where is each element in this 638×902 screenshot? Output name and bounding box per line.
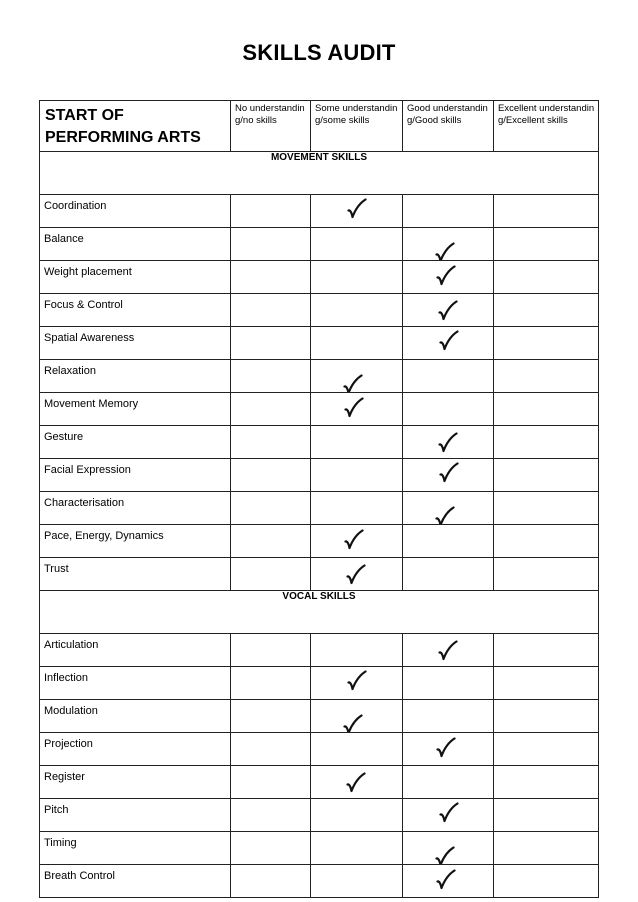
table-row [40, 525, 599, 558]
rating-cell [231, 832, 311, 865]
checkmark-icon [343, 714, 363, 733]
skill-name: Pitch [40, 799, 231, 832]
table-row [40, 766, 599, 799]
rating-cell [231, 459, 311, 492]
rating-cell [231, 492, 311, 525]
level-heading-excellent: Excellent understanding/Excellent skills [494, 101, 599, 152]
rating-cell [494, 261, 599, 294]
rating-cell [494, 634, 599, 667]
rating-cell [231, 799, 311, 832]
skill-name: Register [40, 766, 231, 799]
rating-cell [403, 492, 494, 525]
rating-cell [311, 393, 403, 426]
table-row [40, 393, 599, 426]
rating-cell [311, 558, 403, 591]
table-row [40, 832, 599, 865]
rating-cell [494, 294, 599, 327]
skill-name: Projection [40, 733, 231, 766]
checkmark-icon [344, 529, 364, 551]
skill-name: Breath Control [40, 865, 231, 898]
skill-name: Pace, Energy, Dynamics [40, 525, 231, 558]
rating-cell [403, 294, 494, 327]
checkmark-icon [347, 198, 367, 220]
rating-cell [403, 525, 494, 558]
rating-cell [311, 525, 403, 558]
rating-cell [403, 766, 494, 799]
table-row [40, 426, 599, 459]
table-row [40, 667, 599, 700]
rating-cell [494, 393, 599, 426]
rating-cell [231, 525, 311, 558]
rating-cell [231, 261, 311, 294]
rating-cell [494, 832, 599, 865]
checkmark-icon [346, 564, 366, 586]
rating-cell [494, 327, 599, 360]
skill-name: Movement Memory [40, 393, 231, 426]
rating-cell [403, 832, 494, 865]
rating-cell [231, 865, 311, 898]
table-row [40, 261, 599, 294]
section-row [40, 152, 599, 195]
rating-cell [494, 733, 599, 766]
rating-cell [403, 700, 494, 733]
checkmark-icon [436, 869, 456, 891]
rating-cell [494, 865, 599, 898]
skill-name: Modulation [40, 700, 231, 733]
rating-cell [494, 700, 599, 733]
page-title: SKILLS AUDIT [242, 40, 396, 65]
skill-name: Balance [40, 228, 231, 261]
rating-cell [494, 459, 599, 492]
checkmark-icon [346, 772, 366, 794]
rating-cell [311, 327, 403, 360]
rating-cell [231, 327, 311, 360]
rating-cell [403, 327, 494, 360]
rating-cell [231, 700, 311, 733]
rating-cell [231, 294, 311, 327]
table-row [40, 634, 599, 667]
rating-cell [403, 360, 494, 393]
rating-cell [231, 360, 311, 393]
rating-cell [231, 426, 311, 459]
rating-cell [231, 393, 311, 426]
rating-cell [403, 261, 494, 294]
table-row [40, 492, 599, 525]
rating-cell [231, 667, 311, 700]
table-row [40, 327, 599, 360]
rating-cell [311, 766, 403, 799]
table-row [40, 700, 599, 733]
rating-cell [403, 799, 494, 832]
section-title: MOVEMENT SKILLS [40, 152, 599, 195]
level-heading-none: No understanding/no skills [231, 101, 311, 152]
table-heading: START OF PERFORMING ARTS [40, 101, 231, 152]
checkmark-icon [439, 802, 459, 824]
table-row [40, 865, 599, 898]
checkmark-icon [436, 265, 456, 287]
table-row [40, 294, 599, 327]
rating-cell [403, 865, 494, 898]
checkmark-icon [438, 300, 458, 322]
checkmark-icon [439, 462, 459, 484]
rating-cell [311, 195, 403, 228]
table-row [40, 799, 599, 832]
rating-cell [311, 261, 403, 294]
rating-cell [494, 667, 599, 700]
table-row [40, 558, 599, 591]
checkmark-icon [436, 737, 456, 759]
level-heading-good: Good understanding/Good skills [403, 101, 494, 152]
section-title: VOCAL SKILLS [40, 591, 599, 634]
checkmark-icon [438, 432, 458, 454]
rating-cell [311, 426, 403, 459]
rating-cell [403, 195, 494, 228]
rating-cell [311, 667, 403, 700]
rating-cell [311, 700, 403, 733]
rating-cell [231, 733, 311, 766]
skill-name: Coordination [40, 195, 231, 228]
checkmark-icon [435, 846, 455, 865]
rating-cell [494, 360, 599, 393]
rating-cell [494, 525, 599, 558]
rating-cell [311, 294, 403, 327]
skill-name: Trust [40, 558, 231, 591]
rating-cell [403, 459, 494, 492]
skill-name: Gesture [40, 426, 231, 459]
rating-cell [494, 195, 599, 228]
skill-name: Inflection [40, 667, 231, 700]
section-row [40, 591, 599, 634]
rating-cell [311, 733, 403, 766]
rating-cell [311, 799, 403, 832]
rating-cell [403, 393, 494, 426]
skill-name: Articulation [40, 634, 231, 667]
table-row [40, 228, 599, 261]
skill-name: Focus & Control [40, 294, 231, 327]
rating-cell [231, 634, 311, 667]
rating-cell [403, 634, 494, 667]
table-row [40, 459, 599, 492]
rating-cell [403, 426, 494, 459]
table-row [40, 195, 599, 228]
checkmark-icon [344, 397, 364, 419]
checkmark-icon [347, 670, 367, 692]
rating-cell [311, 492, 403, 525]
rating-cell [311, 832, 403, 865]
rating-cell [494, 766, 599, 799]
skills-audit-table [39, 100, 599, 898]
table-row [40, 360, 599, 393]
checkmark-icon [439, 330, 459, 352]
skill-name: Weight placement [40, 261, 231, 294]
rating-cell [311, 228, 403, 261]
checkmark-icon [435, 242, 455, 261]
rating-cell [311, 459, 403, 492]
rating-cell [403, 558, 494, 591]
rating-cell [494, 228, 599, 261]
skill-name: Spatial Awareness [40, 327, 231, 360]
skill-name: Characterisation [40, 492, 231, 525]
rating-cell [231, 228, 311, 261]
rating-cell [311, 865, 403, 898]
rating-cell [231, 766, 311, 799]
rating-cell [231, 195, 311, 228]
header-row [40, 101, 599, 152]
level-heading-some: Some understanding/some skills [311, 101, 403, 152]
rating-cell [403, 667, 494, 700]
checkmark-icon [438, 640, 458, 662]
rating-cell [494, 426, 599, 459]
rating-cell [494, 492, 599, 525]
checkmark-icon [343, 374, 363, 393]
skill-name: Facial Expression [40, 459, 231, 492]
rating-cell [494, 558, 599, 591]
rating-cell [403, 228, 494, 261]
rating-cell [403, 733, 494, 766]
rating-cell [494, 799, 599, 832]
rating-cell [311, 360, 403, 393]
rating-cell [231, 558, 311, 591]
rating-cell [311, 634, 403, 667]
skill-name: Timing [40, 832, 231, 865]
checkmark-icon [435, 506, 455, 525]
table-row [40, 733, 599, 766]
skill-name: Relaxation [40, 360, 231, 393]
